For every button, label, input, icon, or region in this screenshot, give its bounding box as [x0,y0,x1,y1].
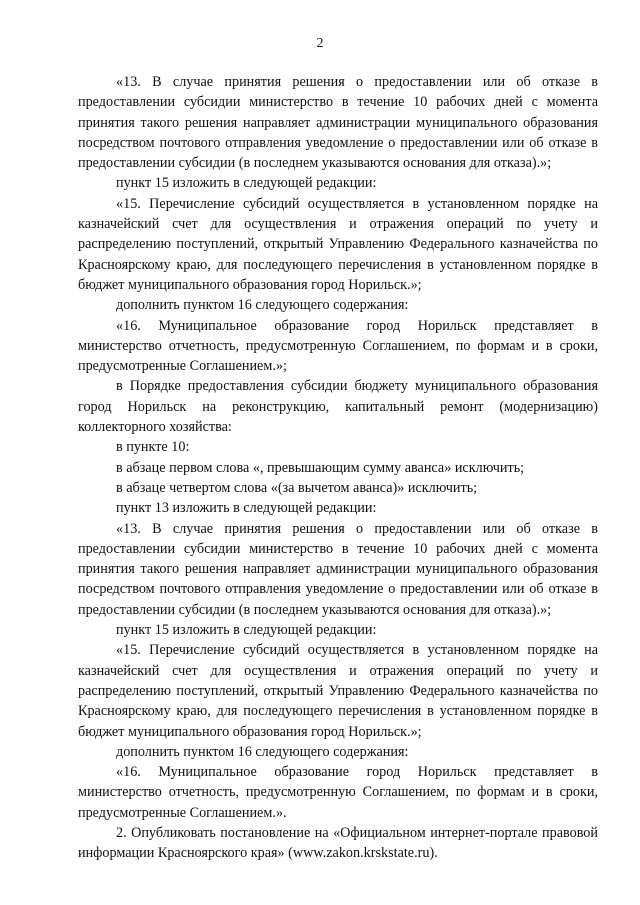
paragraph-publication: 2. Опубликовать постановление на «Официальном интернет-портале правовой информации Красноярского края» (www.zakon.krskstate.ru). [78,824,598,862]
paragraph-clause-10: в пункте 10: [116,439,190,456]
page-number: 2 [316,36,324,51]
paragraph-instruction-15-first: пункт 15 изложить в следующей редакции: [116,175,377,192]
paragraph-instruction-13: пункт 13 изложить в следующей редакции: [116,500,377,517]
paragraph-item-16-first: «16. Муниципальное образование город Норильск представляет в министерство отчетность, предусмотренную Соглашением, по формам и в сроки, предусмотренные Соглашением.»; [78,317,598,375]
paragraph-clause-10-fourth-abzac: в абзаце четвертом слова «(за вычетом аванса)» исключить; [116,479,478,496]
paragraph-clause-10-first-abzac: в абзаце первом слова «, превышающим сумму аванса» исключить; [116,459,525,476]
paragraph-instruction-15-second: пункт 15 изложить в следующей редакции: [116,622,377,639]
paragraph-item-15-second: «15. Перечисление субсидий осуществляется в установленном порядке на казначейский счет для осуществления и отражения операций по учету и распределению поступлений, открытый Управлению Федерального казначейства по Красноярскому краю, для последующего перечисления в установленном порядке в бюджет муниципального образования город Норильск.»; [78,642,598,740]
paragraph-procedure-heading: в Порядке предоставления субсидии бюджету муниципального образования город Норильск на реконструкцию, капитальный ремонт (модернизацию) коллекторного хозяйства: [78,378,598,436]
paragraph-item-16-second: «16. Муниципальное образование город Норильск представляет в министерство отчетность, предусмотренную Соглашением, по формам и в сроки, предусмотренные Соглашением.». [78,764,598,821]
paragraph-instruction-16-first: дополнить пунктом 16 следующего содержания: [116,297,409,314]
document-body [78,72,598,864]
paragraph-instruction-16-second: дополнить пунктом 16 следующего содержания: [116,743,409,760]
paragraph-item-13-first: «13. В случае принятия решения о предоставлении или об отказе в предоставлении субсидии министерство в течение 10 рабочих дней с момента принятия такого решения направляет администрации муниципального образования посредством почтового отправления уведомление о предоставлении или об отказе в предоставлении субсидии (в последнем указываются основания для отказа).»; [78,74,598,172]
paragraph-item-13-second: «13. В случае принятия решения о предоставлении или об отказе в предоставлении субсидии министерство в течение 10 рабочих дней с момента принятия такого решения направляет администрации муниципального образования посредством почтового отправления уведомление о предоставлении или об отказе в предоставлении субсидии (в последнем указываются основания для отказа).»; [78,520,598,618]
paragraph-item-15-first: «15. Перечисление субсидий осуществляется в установленном порядке на казначейский счет для осуществления и отражения операций по учету и распределению поступлений, открытый Управлению Федерального казначейства по Красноярскому краю, для последующего перечисления в установленном порядке в бюджет муниципального образования город Норильск.»; [78,195,598,293]
